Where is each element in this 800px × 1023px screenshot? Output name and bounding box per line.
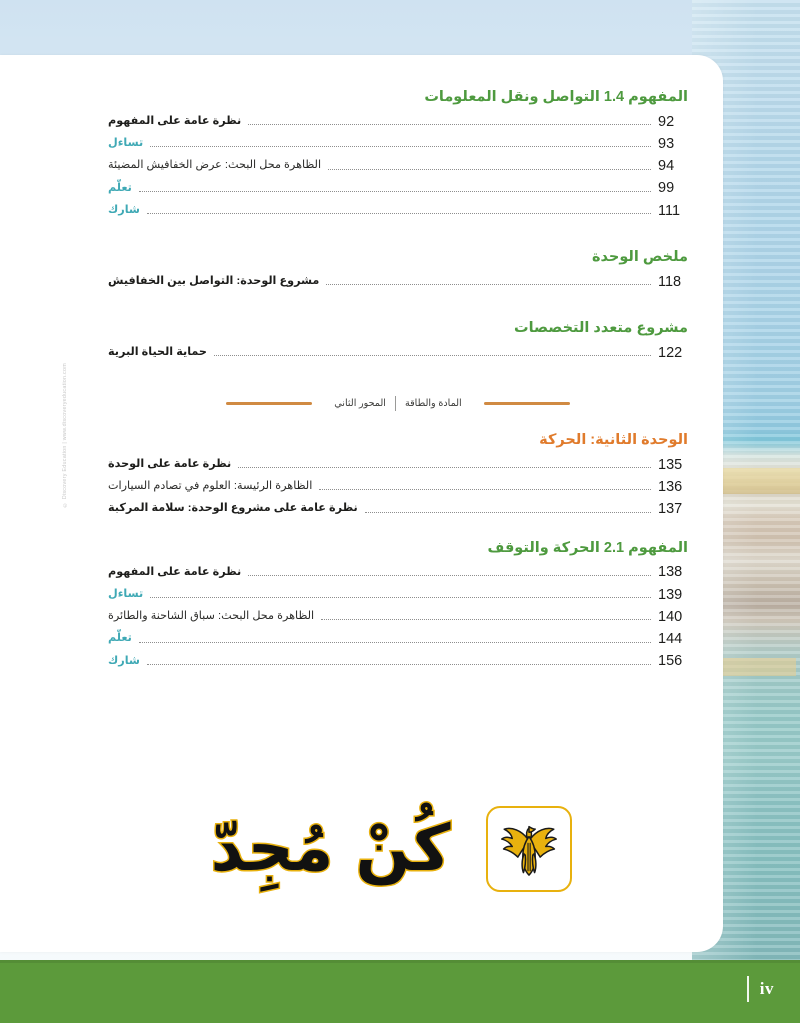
dot-leader: [150, 146, 651, 147]
toc-row[interactable]: [108, 608, 688, 624]
toc-row[interactable]: [108, 273, 688, 289]
footer-band: [0, 960, 800, 1023]
toc-entry-title: تعلّم: [108, 181, 132, 194]
toc-row[interactable]: [108, 456, 688, 472]
divider-rule-left: [484, 402, 570, 405]
folio-rule: [747, 976, 749, 1002]
heading-number: 1.4: [603, 89, 625, 105]
dot-leader: [214, 355, 651, 356]
toc-entry-title: نظرة عامة على مشروع الوحدة: سلامة المركبة: [108, 502, 358, 515]
table-of-contents: [108, 88, 688, 669]
folio: [747, 976, 774, 1002]
divider-rule-right: [226, 402, 312, 405]
toc-row[interactable]: [108, 653, 688, 669]
page-number: iv: [759, 979, 774, 998]
heading-text: الوحدة الثانية: الحركة: [539, 432, 688, 449]
axis-separator: [395, 396, 396, 411]
axis-divider: [108, 396, 688, 411]
toc-section-concept-2-1: [108, 539, 688, 669]
toc-entry-title: حماية الحياة البرية: [108, 345, 207, 358]
heading-text: الحركة والتوقف: [487, 539, 600, 556]
toc-entry-page: 118: [658, 273, 682, 290]
axis-topic: المادة والطاقة: [404, 398, 462, 410]
dot-leader: [321, 619, 651, 620]
toc-entry-page: 140: [658, 608, 683, 625]
heading-number: 2.1: [603, 539, 625, 556]
dot-leader: [326, 284, 651, 285]
toc-entry-title: شارك: [108, 654, 140, 667]
dot-leader: [238, 467, 651, 468]
toc-entry-title: شارك: [108, 203, 140, 216]
spacer: [108, 218, 688, 248]
dot-leader: [248, 575, 651, 576]
toc-entry-title: نظرة عامة على المفهوم: [108, 565, 242, 578]
section-heading: [108, 539, 688, 558]
toc-entry-page: 135: [658, 456, 683, 473]
toc-entry-page: 136: [658, 478, 683, 495]
motto-text: كُنْ مُجِدّ: [210, 811, 451, 886]
dot-leader: [139, 191, 651, 192]
motto-block: [0, 806, 723, 892]
heading-prefix: المفهوم: [628, 89, 688, 105]
toc-section-interdisciplinary-project: [108, 319, 688, 360]
toc-entry-page: 111: [658, 202, 681, 219]
toc-section-unit-2: [108, 431, 688, 517]
toc-row[interactable]: [108, 344, 688, 360]
toc-entry-page: 92: [658, 113, 675, 130]
axis-name: المحور الثاني: [334, 398, 386, 410]
toc-row[interactable]: [108, 630, 688, 646]
toc-entry-page: 99: [658, 180, 675, 197]
toc-entry-title: نظرة عامة على الوحدة: [108, 458, 232, 471]
toc-entry-title: الظاهرة محل البحث: عرض الخفافيش المضيئة: [108, 159, 322, 172]
toc-row[interactable]: [108, 500, 688, 516]
section-heading: [108, 88, 688, 107]
toc-entry-title: نظرة عامة على المفهوم: [108, 114, 242, 127]
phoenix-logo-frame: [486, 806, 572, 892]
toc-entry-page: 94: [658, 158, 675, 175]
section-heading: [108, 248, 688, 267]
dot-leader: [248, 124, 651, 125]
toc-row[interactable]: [108, 157, 688, 173]
phoenix-icon: [498, 818, 560, 880]
dot-leader: [365, 512, 651, 513]
toc-entry-page: 138: [658, 564, 683, 581]
toc-entry-page: 144: [658, 631, 683, 647]
toc-section-unit-summary: [108, 248, 688, 289]
toc-entry-title: تساءل: [108, 137, 144, 150]
heading-prefix: المفهوم: [628, 539, 688, 556]
axis-label: [334, 396, 461, 411]
toc-entry-page: 122: [658, 344, 683, 361]
toc-entry-title: تعلّم: [108, 632, 132, 645]
toc-entry-title: الظاهرة الرئيسة: العلوم في تصادم السيارات: [108, 480, 313, 493]
toc-row[interactable]: [108, 586, 688, 602]
toc-entry-title: الظاهرة محل البحث: سباق الشاحنة والطائرة: [108, 610, 315, 623]
dot-leader: [328, 169, 651, 170]
toc-entry-page: 139: [658, 586, 683, 603]
toc-entry-title: تساءل: [108, 587, 144, 600]
toc-row[interactable]: [108, 202, 688, 218]
toc-entry-page: 137: [658, 501, 683, 518]
toc-row[interactable]: [108, 113, 688, 129]
dot-leader: [319, 489, 651, 490]
toc-entry-page: 93: [658, 135, 675, 152]
section-heading: [108, 319, 688, 338]
copyright-credit: © Discovery Education | www.discoveryeducation.com: [62, 363, 68, 508]
toc-entry-page: 156: [658, 653, 683, 670]
dot-leader: [147, 664, 651, 665]
dot-leader: [150, 597, 651, 598]
heading-text: مشروع متعدد التخصصات: [514, 320, 688, 337]
toc-row[interactable]: [108, 564, 688, 580]
dot-leader: [147, 213, 651, 214]
heading-text: ملخص الوحدة: [591, 249, 688, 266]
toc-section-concept-1-4: [108, 88, 688, 218]
heading-text: التواصل ونقل المعلومات: [424, 89, 600, 105]
spacer: [108, 517, 688, 539]
spacer: [108, 289, 688, 319]
dot-leader: [139, 642, 651, 643]
toc-entry-title: مشروع الوحدة: التواصل بين الخفافيش: [108, 274, 320, 287]
toc-row[interactable]: [108, 180, 688, 196]
section-heading: [108, 431, 688, 450]
toc-row[interactable]: [108, 135, 688, 151]
toc-row[interactable]: [108, 478, 688, 494]
